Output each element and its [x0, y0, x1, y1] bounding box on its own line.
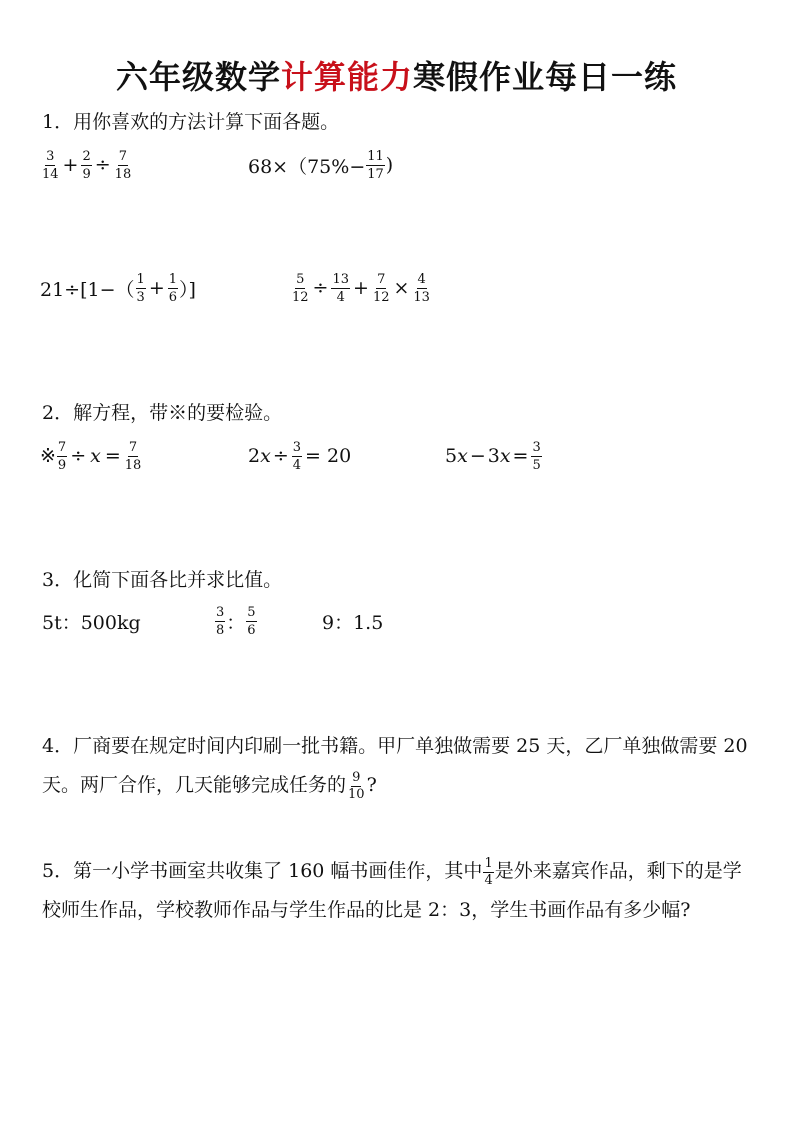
q5-text-end: 是外来嘉宾作品，剩下的是学校师生作品，学校教师作品与学生作品的比是 2：3，学生书画作品有多少幅?: [42, 860, 742, 921]
expr-text: 21÷[1−（: [40, 278, 135, 301]
q3-ratio-2: [214, 601, 258, 641]
title-part-1: 六年级数学: [115, 58, 281, 96]
fraction: $\frac{11}{17}$: [367, 148, 384, 182]
expr-text: 68×（75%−: [248, 155, 366, 178]
q5-word-problem: [42, 852, 754, 930]
fraction: $\frac{3}{4}$: [292, 439, 302, 473]
variable: x: [90, 445, 101, 467]
q4-word-problem: [42, 727, 754, 805]
operator: ×: [393, 277, 410, 299]
fraction: $\frac{13}{4}$: [332, 271, 350, 305]
q1-heading: 1．用你喜欢的方法计算下面各题。: [42, 111, 340, 133]
fraction: $\frac{3}{5}$: [532, 439, 541, 473]
fraction: $\frac{5}{6}$: [247, 604, 256, 638]
fraction: $\frac{2}{9}$: [82, 148, 91, 182]
operator: =: [104, 445, 121, 467]
fraction: $\frac{9}{10}$: [348, 769, 365, 802]
operator: +: [353, 277, 369, 299]
fraction: $\frac{1}{6}$: [168, 271, 178, 305]
expr-text: = 20: [305, 445, 352, 467]
ratio-separator: ：: [226, 611, 246, 634]
fraction: $\frac{3}{14}$: [42, 148, 59, 182]
fraction: $\frac{1}{3}$: [136, 271, 145, 305]
q3-ratio-3: 9：1.5: [322, 611, 384, 634]
variable: x: [260, 445, 271, 467]
title-highlight: 计算能力: [280, 58, 413, 96]
page-title: [0, 52, 793, 98]
q1-expression-1: [40, 145, 133, 185]
expr-text: 2: [248, 445, 261, 467]
operator: −: [469, 445, 486, 467]
variable: x: [457, 445, 468, 467]
operator: =: [512, 445, 529, 467]
title-part-2: 寒假作业每日一练: [413, 58, 678, 96]
fraction: $\frac{7}{18}$: [114, 148, 132, 182]
fraction: $\frac{5}{12}$: [292, 271, 309, 305]
q5-text: 5．第一小学书画室共收集了 160 幅书画佳作，其中: [42, 860, 483, 882]
q1-expression-4: [290, 268, 432, 308]
q1-expression-2: [248, 145, 393, 185]
fraction: $\frac{1}{4}$: [484, 855, 493, 888]
q2-equation-1: [40, 436, 143, 476]
q1-expression-3: [40, 268, 196, 308]
operator: +: [62, 154, 79, 176]
operator: ÷: [312, 277, 329, 299]
fraction: $\frac{4}{13}$: [413, 271, 430, 305]
q2-equation-3: [445, 436, 543, 476]
q3-ratio-1: 5t：500kg: [42, 611, 141, 634]
fraction: $\frac{7}{9}$: [57, 439, 67, 473]
operator: +: [148, 277, 165, 299]
q2-heading: 2．解方程，带※的要检验。: [42, 402, 283, 424]
operator: ÷: [94, 154, 111, 176]
expr-text: 5: [445, 445, 458, 467]
q4-text-end: ?: [366, 774, 377, 796]
operator: ÷: [272, 445, 289, 467]
q2-equation-2: [248, 436, 353, 476]
expr-text: ）]: [179, 278, 196, 301]
expr-text: ): [385, 154, 394, 176]
expr-text: 3: [487, 445, 500, 467]
check-mark-symbol: ※: [40, 445, 56, 467]
operator: ÷: [70, 445, 87, 467]
fraction: $\frac{7}{18}$: [124, 439, 142, 473]
q3-heading: 3．化简下面各比并求比值。: [42, 569, 283, 591]
fraction: $\frac{3}{8}$: [216, 604, 225, 638]
variable: x: [499, 445, 511, 467]
q4-text: 4．厂商要在规定时间内印刷一批书籍。甲厂单独做需要 25 天，乙厂单独做需要 20 天。两厂合作，几天能够完成任务的: [42, 735, 748, 796]
fraction: $\frac{7}{12}$: [372, 271, 390, 305]
